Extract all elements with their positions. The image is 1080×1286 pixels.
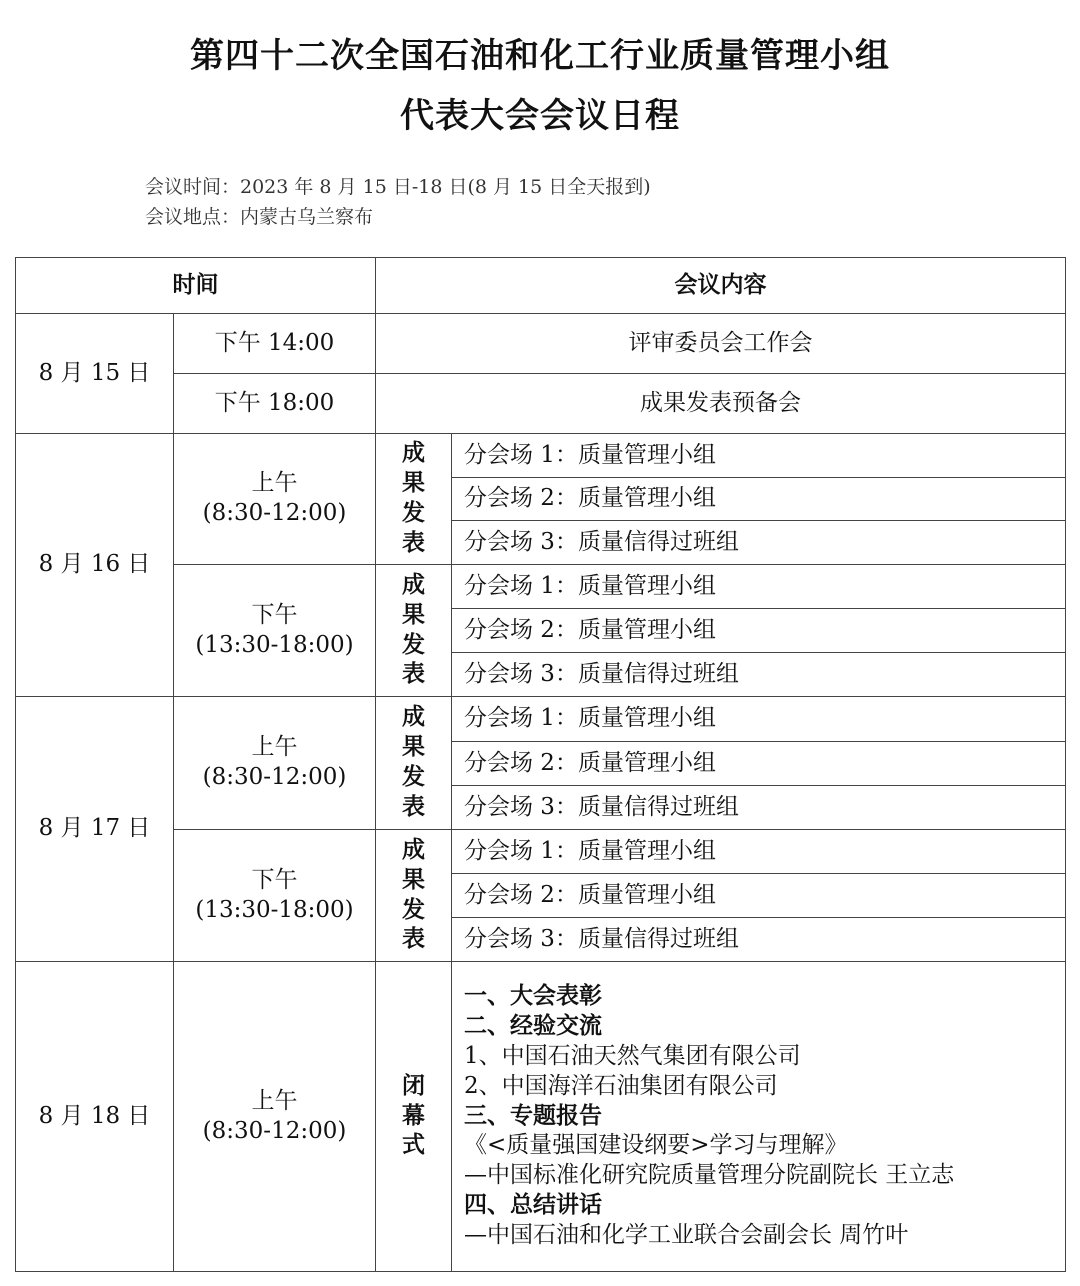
venue-item: 分会场 2：质量管理小组 [452, 609, 1066, 653]
table-row [16, 374, 1066, 434]
session-label: 下午 [251, 601, 298, 628]
agenda-item: —中国标准化研究院质量管理分院副院长 王立志 [464, 1162, 955, 1189]
present-char: 发 [402, 896, 425, 923]
session-cell [174, 434, 376, 565]
agenda-item: 《<质量强国建设纲要>学习与理解》 [464, 1132, 848, 1159]
session-cell [174, 565, 376, 697]
table-row [16, 830, 1066, 874]
venue-item: 分会场 1：质量管理小组 [452, 830, 1066, 874]
presentation-label [376, 830, 452, 962]
presentation-label [376, 697, 452, 830]
table-row [16, 565, 1066, 609]
venue-item: 分会场 1：质量管理小组 [452, 697, 1066, 742]
venue-item: 分会场 2：质量管理小组 [452, 874, 1066, 918]
meeting-place: 会议地点：内蒙古乌兰察布 [145, 206, 374, 228]
table-row [16, 314, 1066, 374]
header-content: 会议内容 [376, 258, 1066, 314]
closing-char: 闭 [402, 1072, 425, 1099]
content-cell: 成果发表预备会 [376, 374, 1066, 434]
closing-agenda [452, 962, 1066, 1272]
present-char: 表 [402, 926, 425, 953]
content-cell: 评审委员会工作会 [376, 314, 1066, 374]
present-char: 表 [402, 793, 425, 820]
venue-item: 分会场 3：质量信得过班组 [452, 653, 1066, 697]
session-cell [174, 830, 376, 962]
venue-item: 分会场 1：质量管理小组 [452, 565, 1066, 609]
agenda-heading: 四、总结讲话 [464, 1192, 602, 1219]
present-char: 表 [402, 661, 425, 688]
presentation-label [376, 565, 452, 697]
date-cell-16: 8 月 16 日 [16, 434, 174, 697]
present-char: 成 [402, 440, 425, 467]
agenda-item: 2、中国海洋石油集团有限公司 [464, 1072, 778, 1099]
present-char: 发 [402, 764, 425, 790]
table-row [16, 434, 1066, 478]
venue-item: 分会场 2：质量管理小组 [452, 742, 1066, 786]
venue-item: 分会场 3：质量信得过班组 [452, 786, 1066, 830]
meeting-time: 会议时间：2023 年 8 月 15 日-18 日(8 月 15 日全天报到) [145, 176, 651, 198]
agenda-heading: 三、专题报告 [464, 1102, 602, 1129]
venue-item: 分会场 2：质量管理小组 [452, 478, 1066, 521]
session-range: (13:30-18:00) [195, 896, 354, 923]
date-cell-18: 8 月 18 日 [16, 962, 174, 1272]
present-char: 果 [402, 601, 425, 628]
session-label: 上午 [251, 1087, 298, 1114]
document-title-line-2: 代表大会会议日程 [400, 96, 680, 136]
agenda-item: 1、中国石油天然气集团有限公司 [464, 1042, 801, 1069]
present-char: 成 [402, 571, 425, 598]
date-cell-17: 8 月 17 日 [16, 697, 174, 962]
table-row [16, 962, 1066, 1272]
session-cell [174, 962, 376, 1272]
venue-item: 分会场 1：质量管理小组 [452, 434, 1066, 478]
session-range: (8:30-12:00) [202, 764, 347, 790]
present-char: 发 [402, 500, 425, 526]
session-label: 下午 [251, 866, 298, 893]
present-char: 果 [402, 866, 425, 893]
session-label: 上午 [251, 470, 298, 497]
date-cell-15: 8 月 15 日 [16, 314, 174, 434]
session-range: (8:30-12:00) [202, 1117, 347, 1144]
venue-item: 分会场 3：质量信得过班组 [452, 918, 1066, 962]
session-cell [174, 697, 376, 830]
document-title-line-1: 第四十二次全国石油和化工行业质量管理小组 [190, 36, 890, 76]
presentation-label [376, 434, 452, 565]
present-char: 发 [402, 631, 425, 658]
present-char: 成 [402, 704, 425, 731]
venue-item: 分会场 3：质量信得过班组 [452, 521, 1066, 565]
session-range: (8:30-12:00) [202, 500, 347, 526]
closing-label [376, 962, 452, 1272]
present-char: 果 [402, 734, 425, 761]
schedule-table [15, 257, 1066, 1272]
closing-char: 式 [402, 1132, 425, 1159]
table-row [16, 697, 1066, 742]
time-cell: 下午 18:00 [174, 374, 376, 434]
session-label: 上午 [251, 734, 298, 761]
agenda-heading: 二、经验交流 [464, 1012, 602, 1039]
present-char: 果 [402, 470, 425, 497]
closing-char: 幕 [402, 1102, 425, 1129]
agenda-heading: 一、大会表彰 [464, 982, 602, 1009]
present-char: 成 [402, 836, 425, 863]
session-range: (13:30-18:00) [195, 631, 354, 658]
time-cell: 下午 14:00 [174, 314, 376, 374]
header-time: 时间 [16, 258, 376, 314]
present-char: 表 [402, 529, 425, 556]
table-header-row [16, 258, 1066, 314]
agenda-item: —中国石油和化学工业联合会副会长 周竹叶 [464, 1222, 909, 1249]
